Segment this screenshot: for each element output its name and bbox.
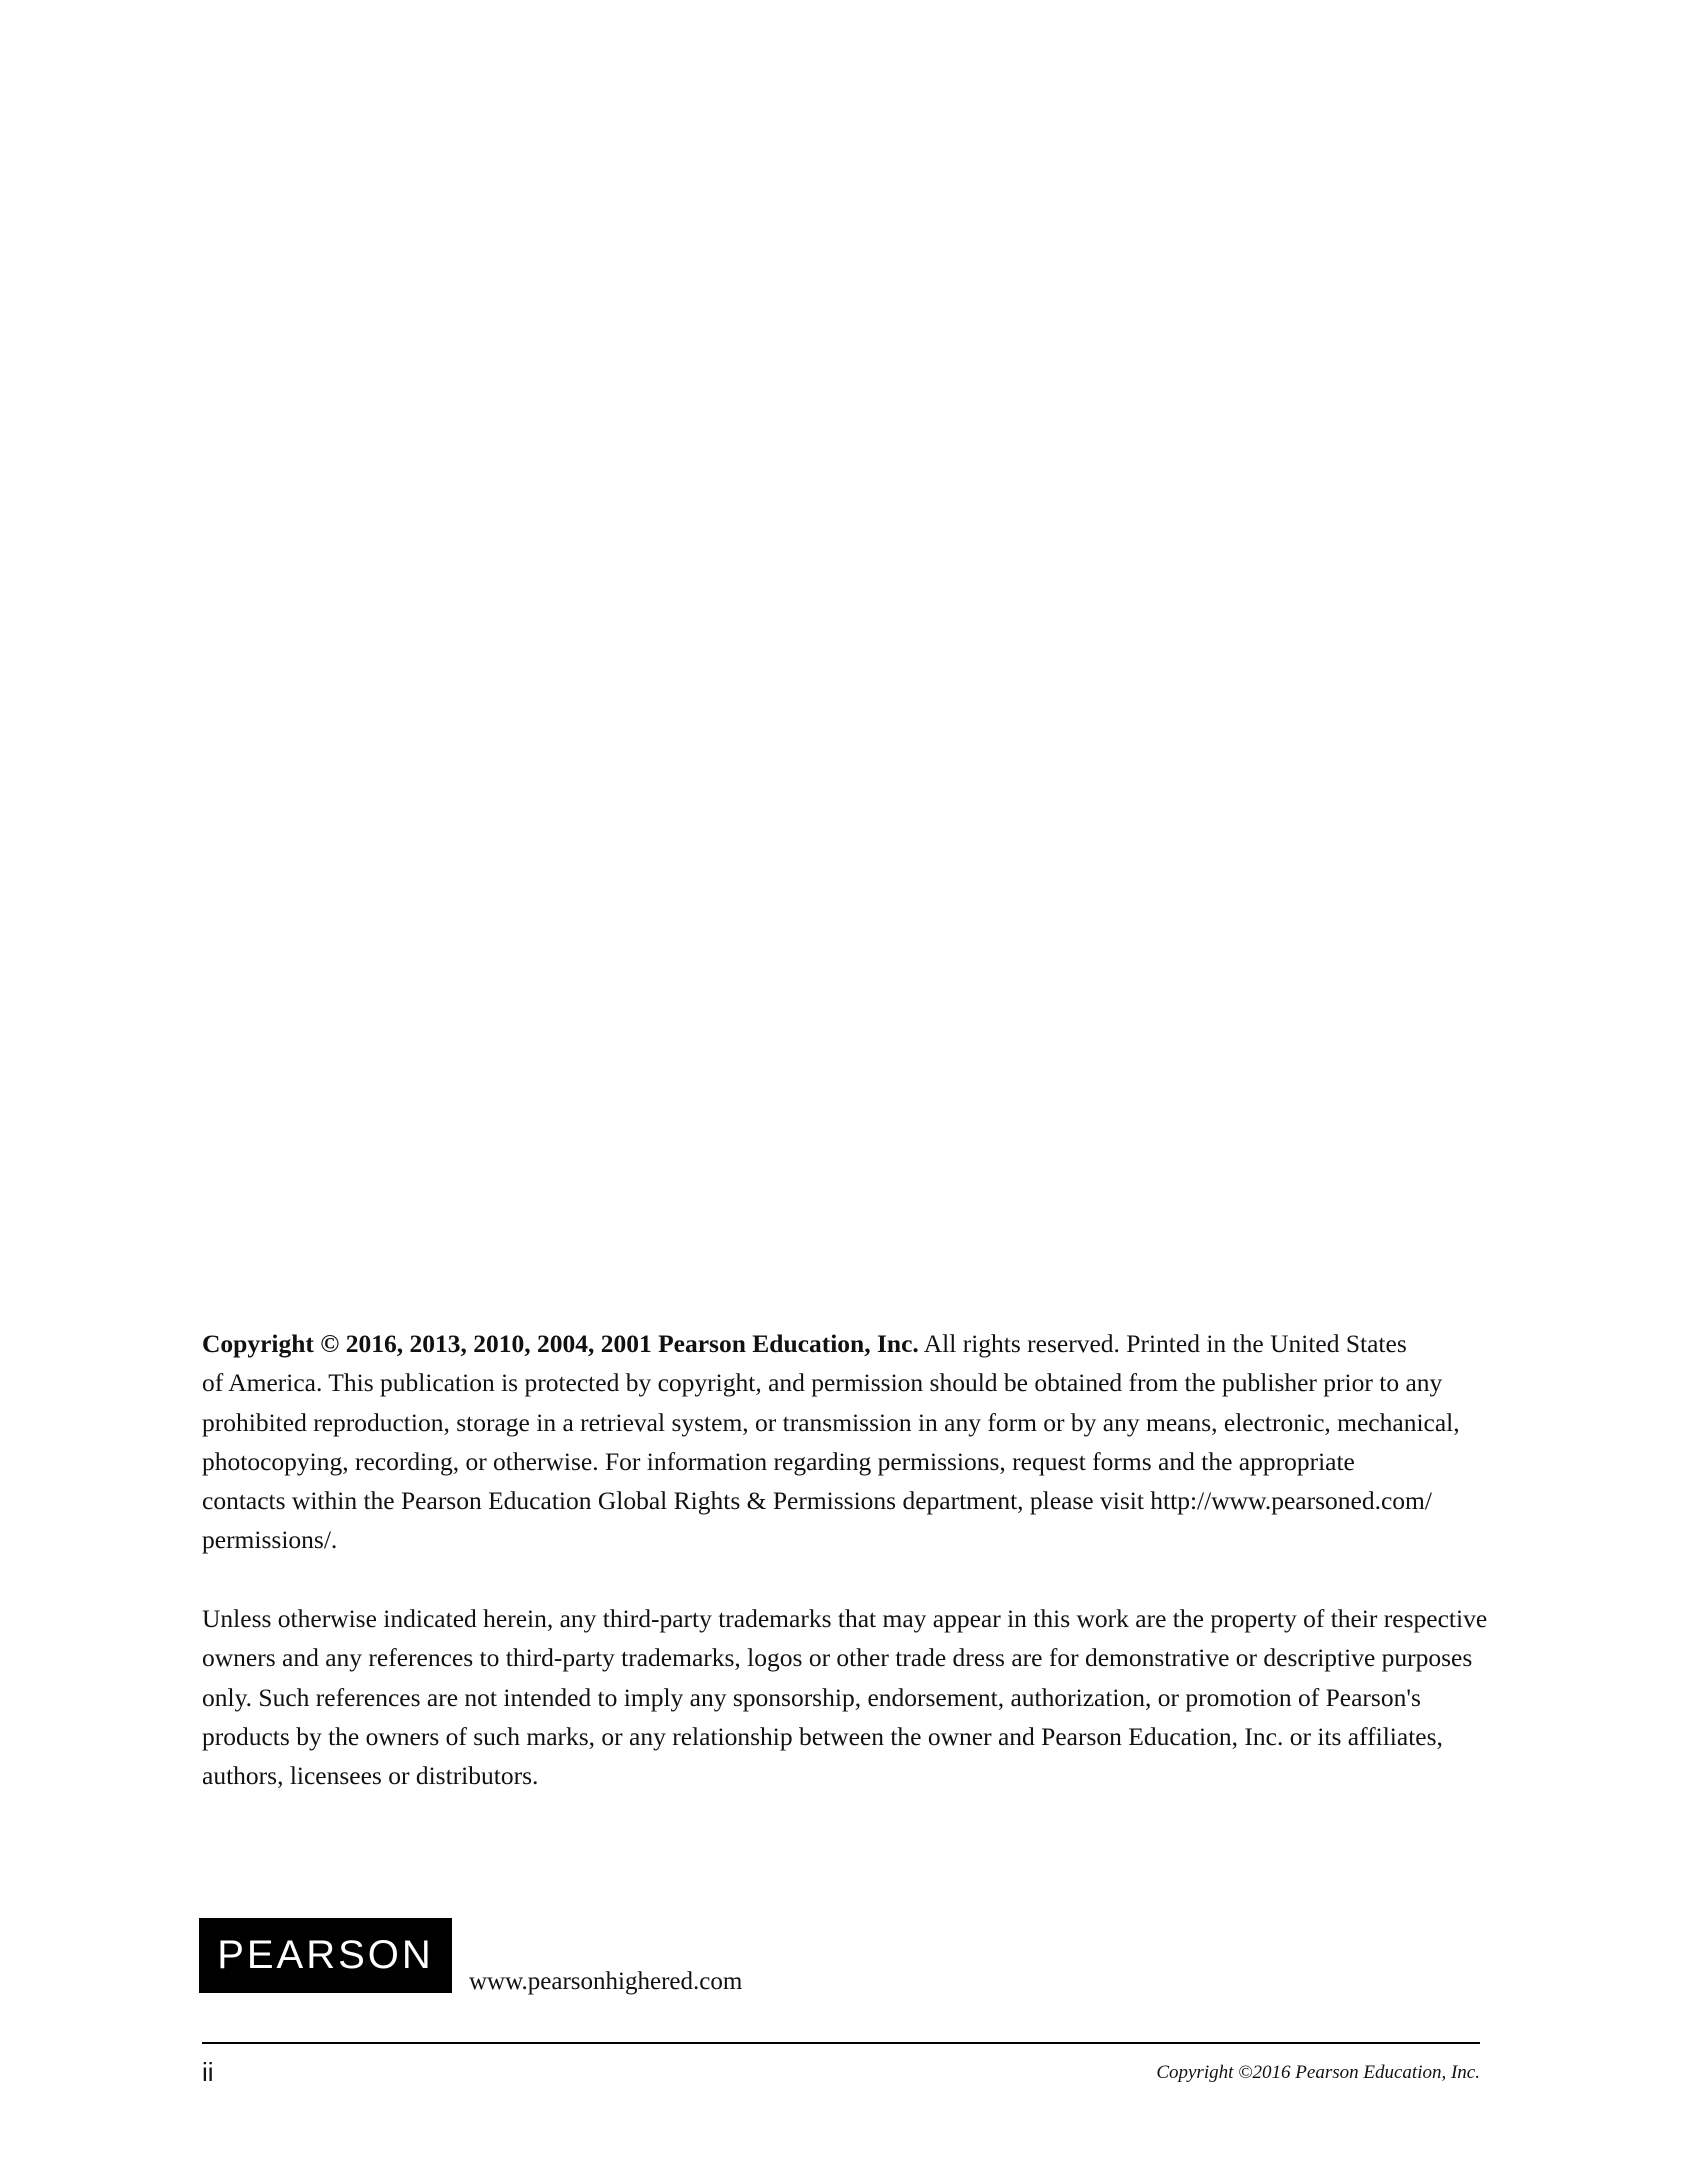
copyright-lead: Copyright © 2016, 2013, 2010, 2004, 2001 Pearson Education, Inc. [202, 1329, 919, 1358]
trademark-line: products by the owners of such marks, or any relationship between the owner and Pearson Education, Inc. or its affiliates, [202, 1721, 1443, 1751]
pearson-logo: PEARSON [199, 1918, 452, 1993]
trademark-paragraph [202, 1599, 1487, 1795]
copyright-line: permissions/. [202, 1525, 338, 1555]
copyright-line: Copyright © 2016, 2013, 2010, 2004, 2001 Pearson Education, Inc. All rights reserved. Printed in the United States [202, 1329, 1407, 1358]
page-number: ii [202, 2057, 214, 2087]
footer-copyright: Copyright ©2016 Pearson Education, Inc. [1156, 2062, 1480, 2083]
trademark-line: only. Such references are not intended to imply any sponsorship, endorsement, authorization, or promotion of Pearson's [202, 1682, 1421, 1712]
trademark-line: owners and any references to third-party trademarks, logos or other trade dress are for demonstrative or descriptive purposes [202, 1643, 1473, 1673]
website-link[interactable]: www.pearsonhighered.com [469, 1968, 743, 1995]
footer-divider [202, 2042, 1480, 2044]
copyright-line: photocopying, recording, or otherwise. For information regarding permissions, request forms and the appropriate [202, 1446, 1355, 1476]
trademark-line: Unless otherwise indicated herein, any third-party trademarks that may appear in this work are the property of their respective [202, 1604, 1488, 1633]
copyright-line: of America. This publication is protected by copyright, and permission should be obtained from the publisher prior to any [202, 1368, 1443, 1398]
copyright-paragraph [202, 1324, 1460, 1560]
copyright-line: contacts within the Pearson Education Global Rights & Permissions department, please visit http://www.pearsoned.com/ [202, 1486, 1432, 1516]
trademark-line: authors, licensees or distributors. [202, 1761, 539, 1791]
copyright-line: prohibited reproduction, storage in a retrieval system, or transmission in any form or by any means, electronic, mechanical, [202, 1407, 1460, 1437]
